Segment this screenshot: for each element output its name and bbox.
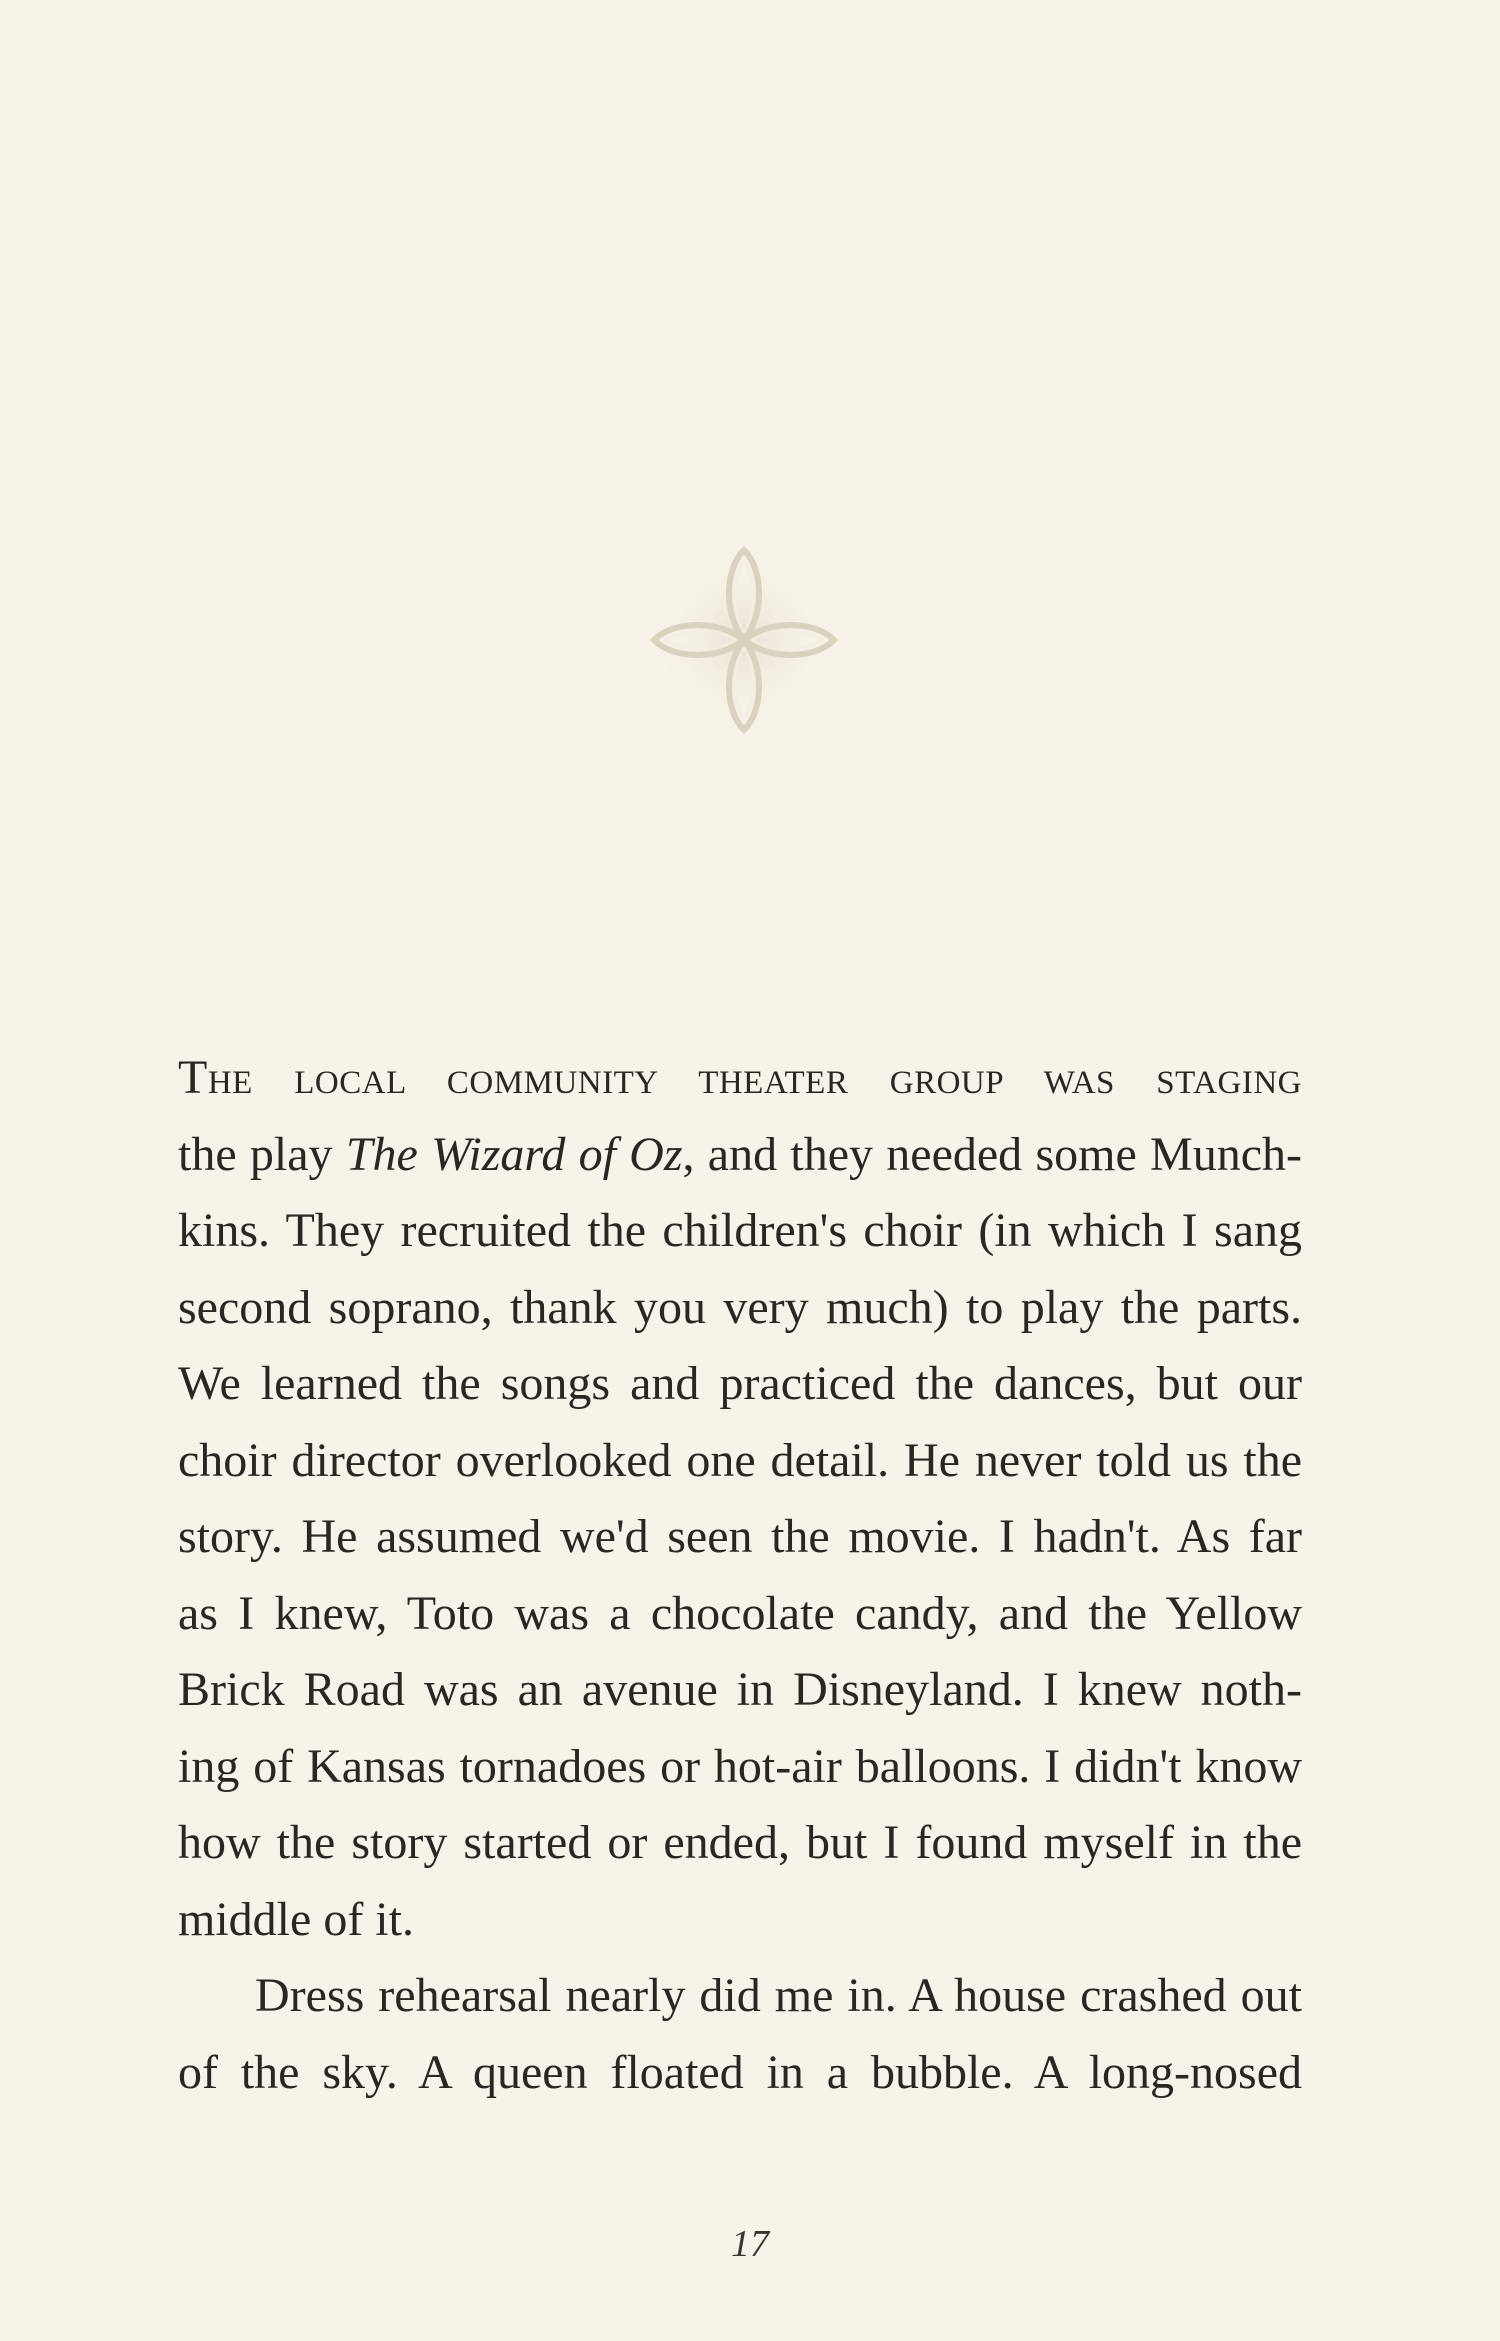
text-run: the play <box>178 1127 346 1181</box>
text-line: We learned the songs and practiced the dances, but our <box>178 1357 1302 1410</box>
book-title: The Wizard of Oz <box>345 1127 683 1181</box>
lead-initial: T <box>178 1051 208 1104</box>
lead-small-caps: HE LOCAL COMMUNITY THEATER GROUP WAS STAGING <box>207 1065 1302 1101</box>
text-line: kins. They recruited the children's choir (in which I sang <box>178 1204 1302 1257</box>
text-line <box>178 1117 1302 1194</box>
page-number: 17 <box>731 2223 769 2265</box>
opening-line <box>178 1040 1302 1117</box>
text-line: Brick Road was an avenue in Disneyland. I knew noth- <box>178 1663 1302 1716</box>
text-line: second soprano, thank you very much) to play the parts. <box>178 1280 1302 1334</box>
text-line: ing of Kansas tornadoes or hot-air balloons. I didn't know <box>178 1739 1302 1793</box>
text-line: how the story started or ended, but I found myself in the <box>178 1816 1302 1869</box>
text-line: middle of it. <box>178 1892 414 1946</box>
celtic-knot-ornament-icon <box>644 540 844 740</box>
text-line: as I knew, Toto was a chocolate candy, and the Yellow <box>178 1586 1302 1640</box>
text-line: Dress rehearsal nearly did me in. A house crashed out <box>255 1969 1302 2022</box>
text-line: story. He assumed we'd seen the movie. I hadn't. As far <box>178 1510 1302 1563</box>
text-line: of the sky. A queen floated in a bubble. A long-nosed <box>178 2045 1302 2099</box>
text-run: , and they needed some Munch- <box>682 1127 1302 1181</box>
text-line: choir director overlooked one detail. He never told us the <box>178 1433 1302 1487</box>
body-text <box>178 1040 1302 2111</box>
